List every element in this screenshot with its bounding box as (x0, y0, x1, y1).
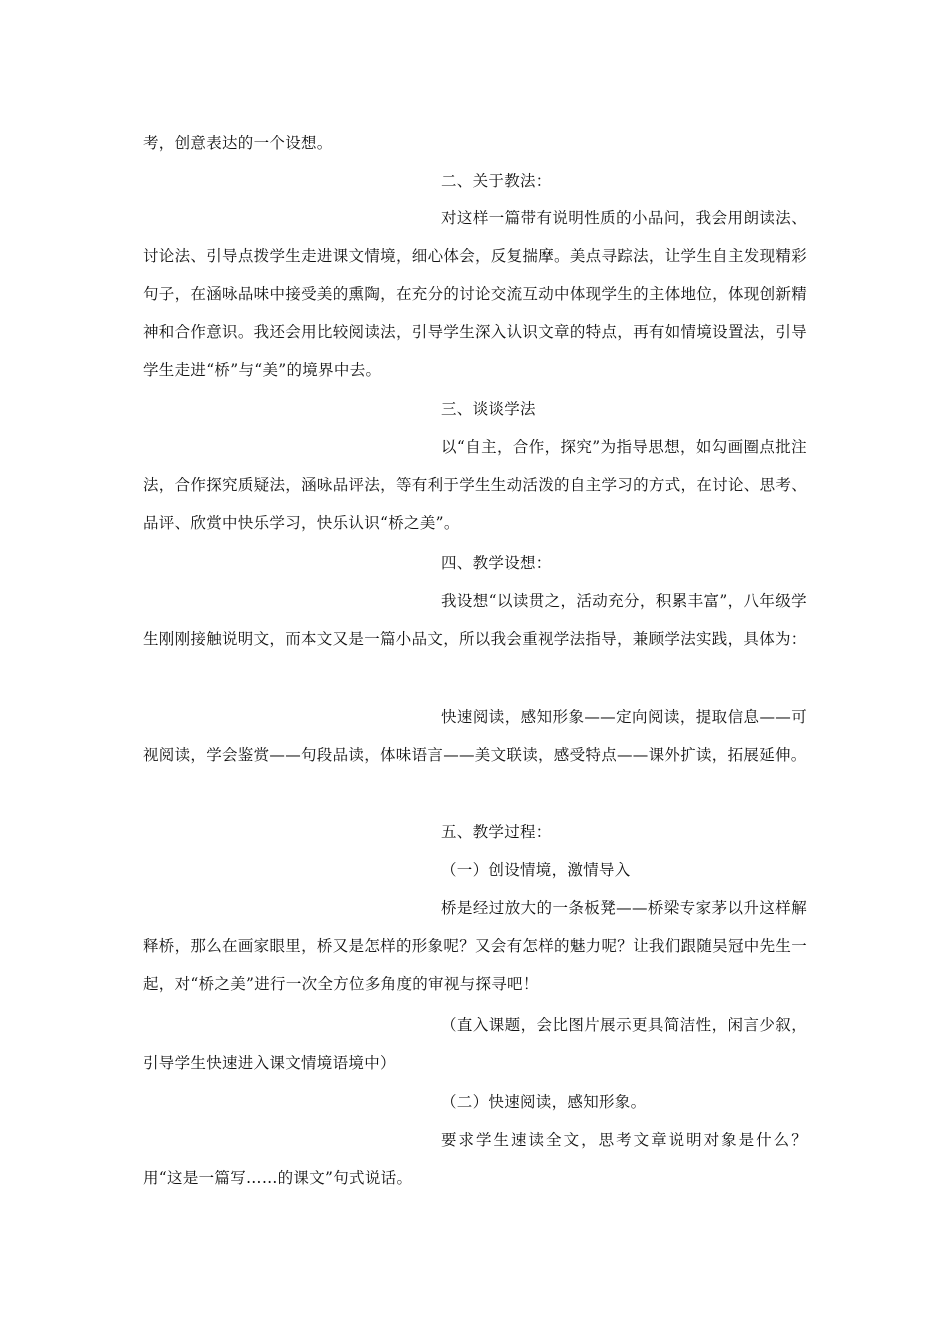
paragraph-intro-tail: 考，创意表达的一个设想。 (143, 134, 333, 152)
heading-teaching-process: 五、教学过程： (441, 823, 552, 841)
heading-teaching-idea: 四、教学设想： (441, 554, 552, 572)
paragraph-scene-note: （直入课题，会比图片展示更具简洁性，闲言少叙，引导学生快速进入课文情境语境中） (143, 1016, 807, 1072)
heading-teaching-method: 二、关于教法： (441, 172, 552, 190)
paragraph-teaching-method: 对这样一篇带有说明性质的小品问，我会用朗读法、讨论法、引导点拨学生走进课文情境，细心体会，反复揣摩。美点寻踪法，让学生自主发现精彩句子，在涵咏品味中接受美的熏陶，在充分的讨论交流互动中体现学生的主体地位，体现创新精神和合作意识。我还会用比较阅读法，引导学生深入认识文章的特点，再有如情境设置法，引导学生走进“桥”与“美”的境界中去。 (143, 209, 807, 379)
paragraph-reading-steps: 快速阅读，感知形象——定向阅读，提取信息——可视阅读，学会鉴赏——句段品读，体味语言——美文联读，感受特点——课外扩读，拓展延伸。 (143, 708, 807, 764)
heading-learning-method: 三、谈谈学法 (441, 400, 536, 418)
paragraph-fast-reading: 要求学生速读全文，思考文章说明对象是什么？用“这是一篇写……的课文”句式说话。 (143, 1131, 807, 1187)
paragraph-learning-method: 以“自主，合作，探究”为指导思想，如勾画圈点批注法，合作探究质疑法，涵咏品评法，等有利于学生生动活泼的自主学习的方式，在讨论、思考、品评、欣赏中快乐学习，快乐认识“桥之美”。 (143, 438, 807, 532)
subheading-scene-intro: （一）创设情境，激情导入 (441, 861, 631, 879)
paragraph-teaching-idea: 我设想“以读贯之，活动充分，积累丰富”，八年级学生刚刚接触说明文，而本文又是一篇小品文，所以我会重视学法指导，兼顾学法实践，具体为： (143, 592, 807, 648)
paragraph-scene-intro: 桥是经过放大的一条板凳——桥梁专家茅以升这样解释桥，那么在画家眼里，桥又是怎样的形象呢？又会有怎样的魅力呢？让我们跟随吴冠中先生一起，对“桥之美”进行一次全方位多角度的审视与探寻吧！ (143, 899, 807, 993)
subheading-fast-reading: （二）快速阅读，感知形象。 (441, 1093, 647, 1111)
